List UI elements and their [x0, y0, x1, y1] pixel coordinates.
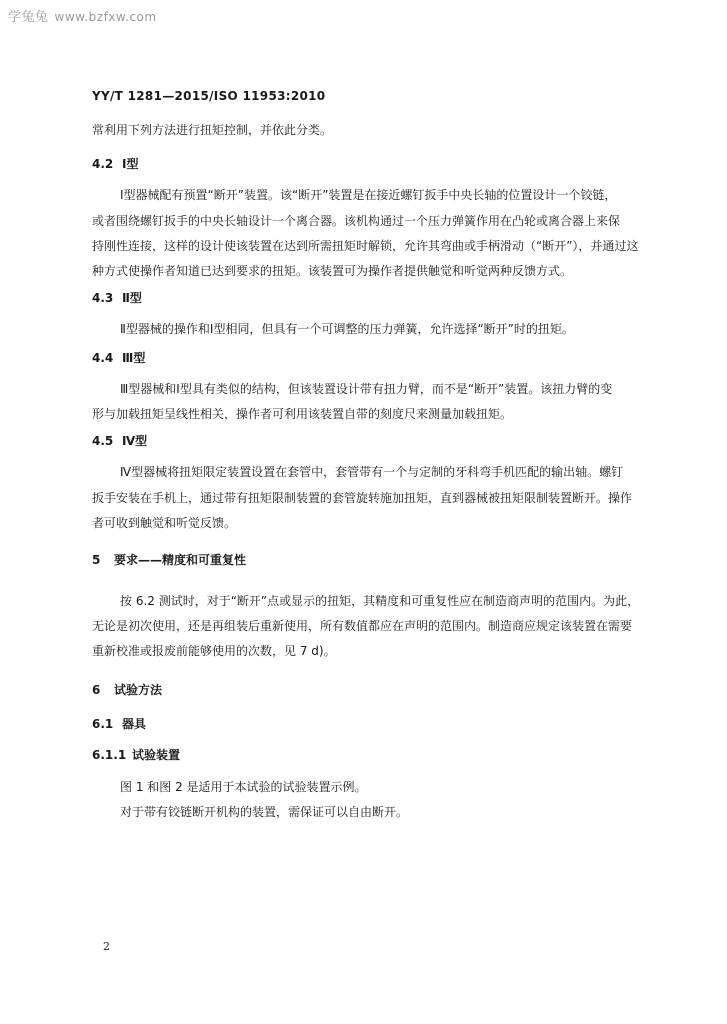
paragraph-line: 按 6.2 测试时，对于“断开”点或显示的扭矩，其精度和可重复性应在制造商声明的范围内。为此，	[120, 594, 640, 608]
section-number: 5	[92, 553, 101, 567]
section-heading-4-3	[92, 289, 142, 306]
section-number: 4.5	[92, 434, 114, 448]
watermark	[8, 6, 157, 25]
section-heading-6	[92, 681, 162, 698]
section-title: Ⅱ型	[122, 291, 142, 305]
section-heading-6-1-1	[92, 746, 180, 763]
paragraph-line: 种方式使操作者知道已达到要求的扭矩。该装置可为操作者提供触觉和听觉两种反馈方式。	[92, 264, 573, 278]
section-number: 6.1.1	[92, 748, 127, 762]
paragraph-line: Ⅱ型器械的操作和Ⅰ型相同，但具有一个可调整的压力弹簧，允许选择“断开”时的扭矩。	[120, 322, 574, 336]
section-title: Ⅰ型	[122, 157, 139, 171]
section-heading-6-1	[92, 715, 146, 732]
paragraph-line: 持刚性连接，这样的设计使该装置在达到所需扭矩时解锁，允许其弯曲或手柄滑动（“断开”），并通过这	[92, 239, 639, 253]
document-header: YY/T 1281—2015/ISO 11953:2010	[92, 89, 326, 103]
paragraph-line: Ⅰ型器械配有预置“断开”装置。该“断开”装置是在接近螺钉扳手中央长轴的位置设计一个铰链，	[120, 188, 617, 202]
section-title: 器具	[122, 717, 147, 731]
paragraph-line: 者可收到触觉和听觉反馈。	[92, 516, 237, 530]
section-number: 6	[92, 683, 101, 697]
paragraph-line: 图 1 和图 2 是适用于本试验的试验装置示例。	[120, 780, 367, 794]
section-title: Ⅳ型	[122, 434, 148, 448]
section-heading-4-5	[92, 432, 147, 449]
paragraph-line: 形与加载扭矩呈线性相关，操作者可利用该装置自带的刻度尺来测量加载扭矩。	[92, 407, 513, 421]
section-title: 要求——精度和可重复性	[114, 553, 247, 567]
watermark-site: 学兔兔	[8, 10, 49, 25]
paragraph-line: 或者围绕螺钉扳手的中央长轴设计一个离合器。该机构通过一个压力弹簧作用在凸轮或离合器上来保	[92, 214, 621, 228]
paragraph-line: 重新校准或报废前能够使用的次数，见 7 d)。	[92, 644, 336, 658]
section-number: 6.1	[92, 717, 114, 731]
section-heading-4-4	[92, 349, 145, 366]
section-title: 试验装置	[132, 748, 181, 762]
section-number: 4.2	[92, 157, 114, 171]
paragraph-line: 扳手安装在手机上，通过带有扭矩限制装置的套管旋转施加扭矩，直到器械被扭矩限制装置断开。操作	[92, 491, 633, 505]
intro-paragraph: 常利用下列方法进行扭矩控制，并依此分类。	[92, 123, 333, 137]
paragraph-line: Ⅳ型器械将扭矩限定装置设置在套管中，套管带有一个与定制的牙科弯手机匹配的输出轴。螺钉	[120, 465, 624, 479]
page-number: 2	[103, 940, 110, 953]
section-heading-5	[92, 551, 246, 568]
section-title: 试验方法	[114, 683, 163, 697]
section-number: 4.3	[92, 291, 114, 305]
section-heading-4-2	[92, 155, 138, 172]
paragraph-line: 无论是初次使用，还是再组装后重新使用，所有数值都应在声明的范围内。制造商应规定该装置在需要	[92, 619, 633, 633]
watermark-url: www.bzfxw.com	[54, 10, 157, 24]
paragraph-line: Ⅲ型器械和Ⅰ型具有类似的结构，但该装置设计带有扭力臂，而不是“断开”装置。该扭力臂的变	[120, 382, 613, 396]
section-title: Ⅲ型	[122, 351, 146, 365]
paragraph-line: 对于带有铰链断开机构的装置，需保证可以自由断开。	[120, 805, 409, 819]
section-number: 4.4	[92, 351, 114, 365]
